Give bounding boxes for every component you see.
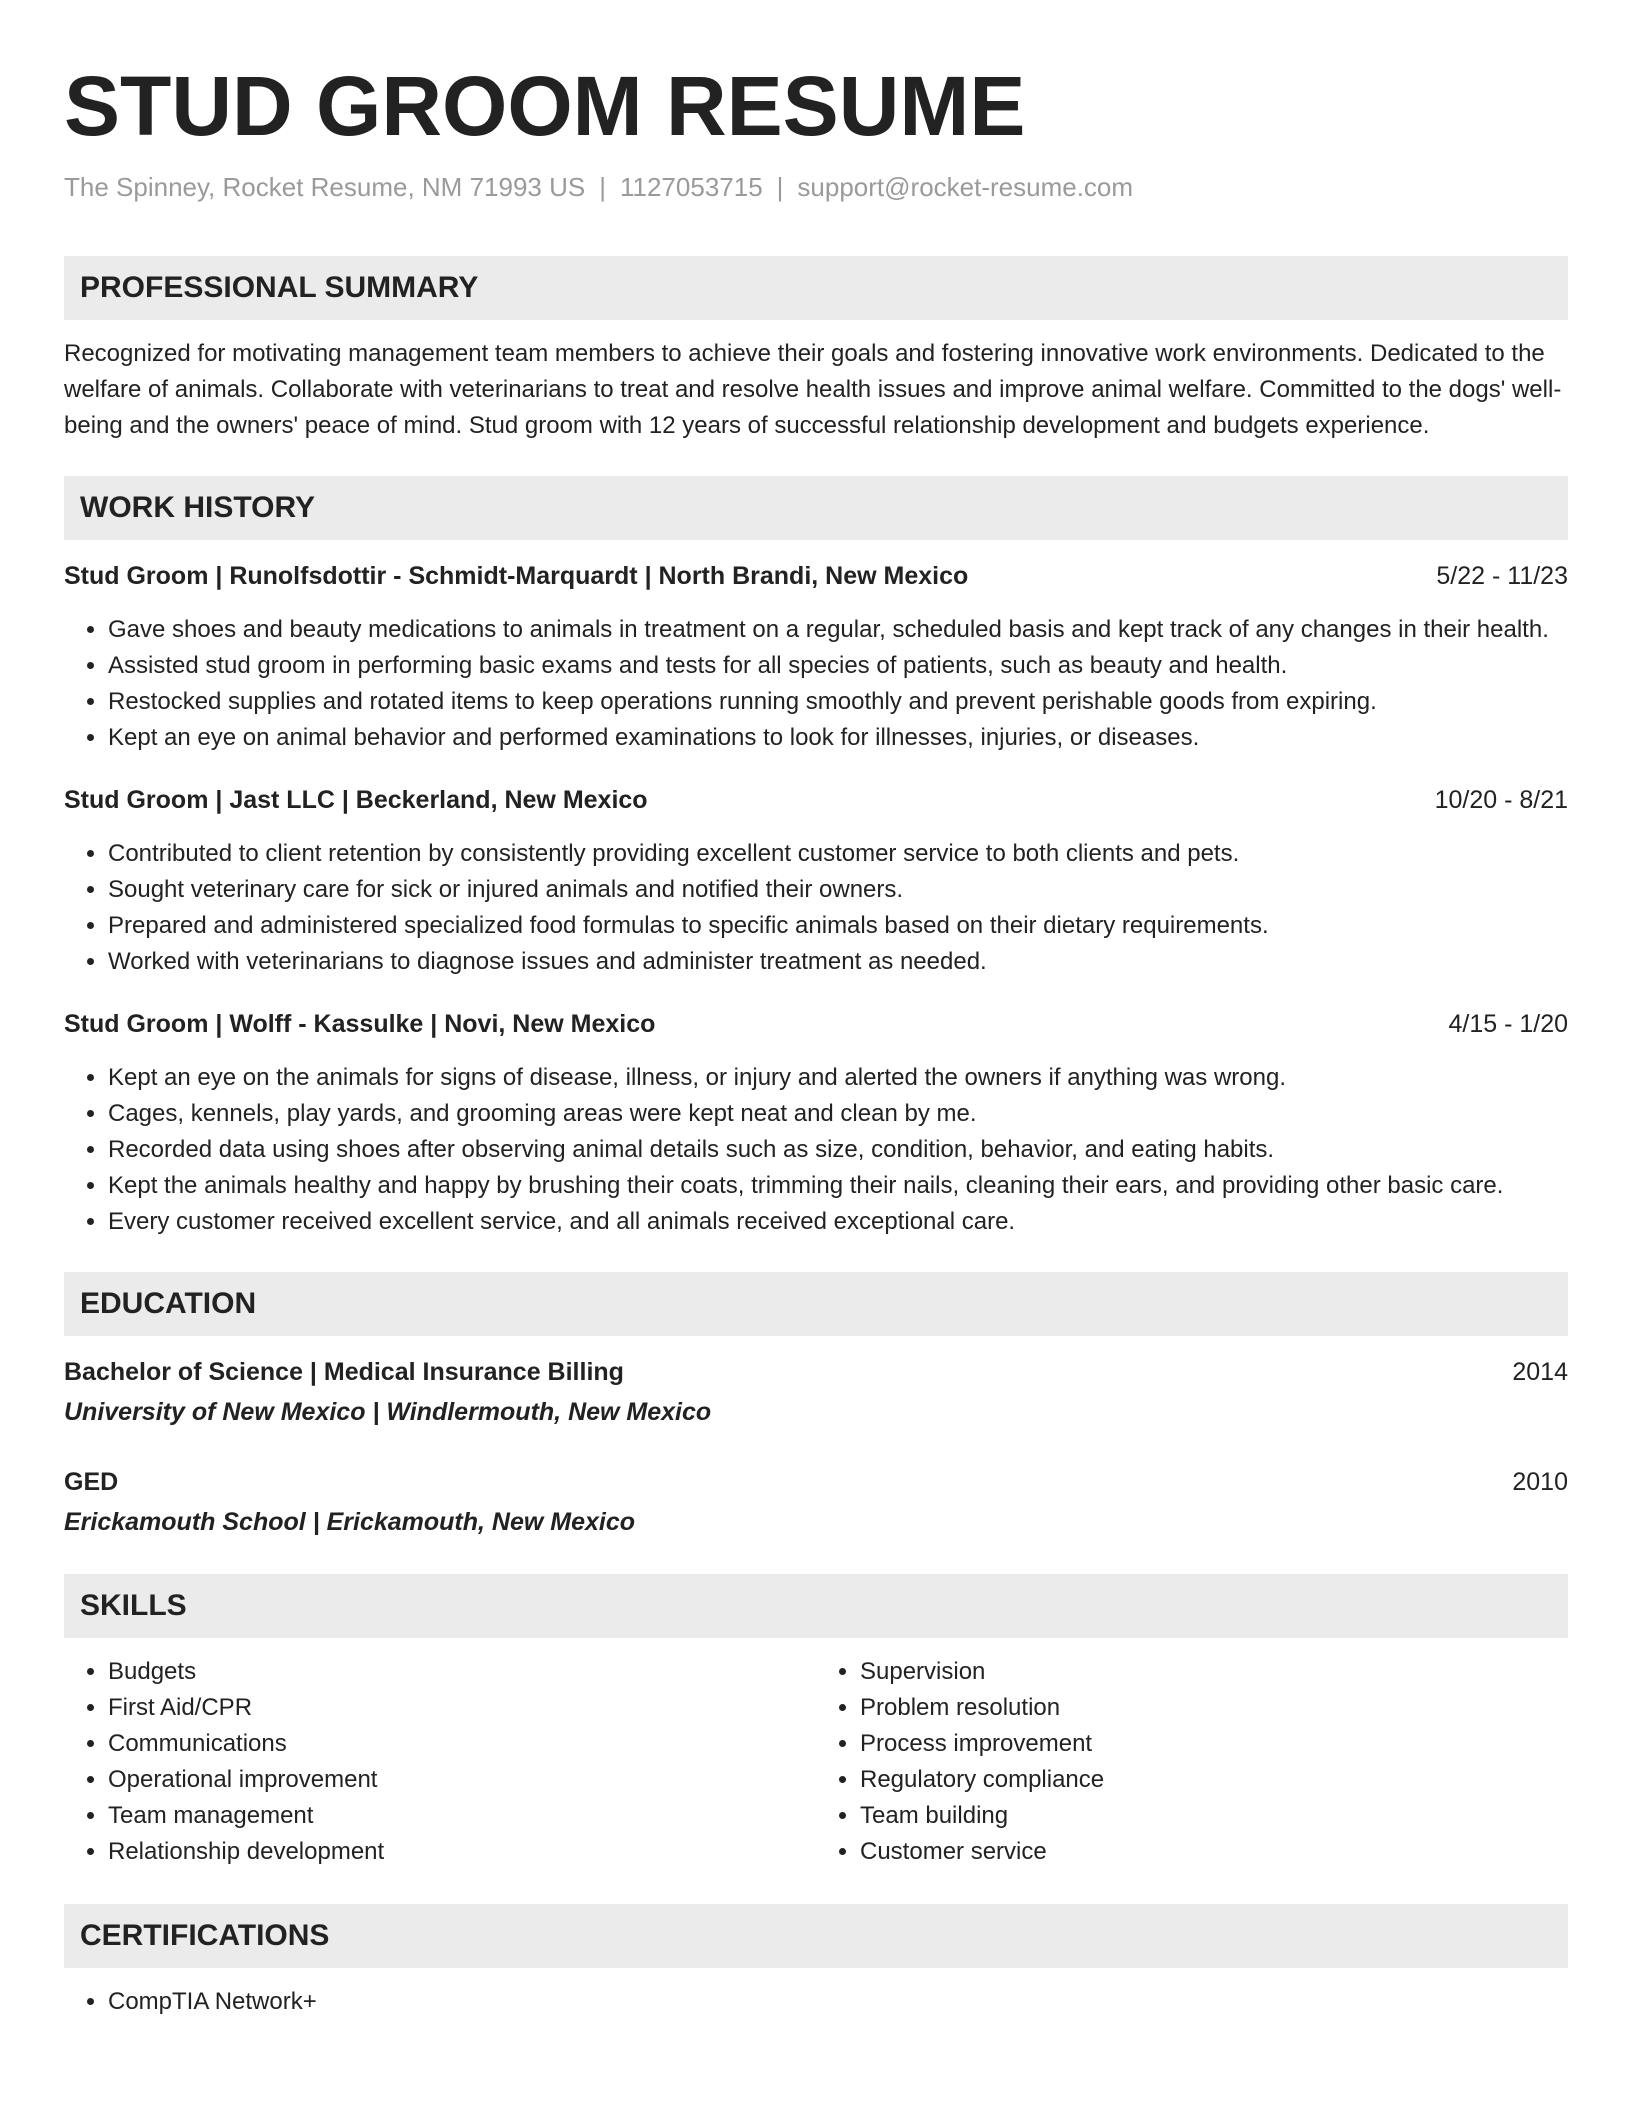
skill-item: • Team building: [860, 1798, 1568, 1834]
skill-item: • Operational improvement: [108, 1762, 816, 1798]
job-bullets: [64, 1060, 1568, 1240]
job-entry: [64, 782, 1568, 980]
summary-text: Recognized for motivating management team members to achieve their goals and fostering innovative work environments. Dedicated to the welfare of animals. Collaborate with veterinarians to treat and resolve health issues and improve animal welfare. Committed to the dogs' well-being and the owners' peace of mind. Stud groom with 12 years of successful relationship development and budgets experience.: [64, 340, 1562, 439]
job-bullet: • Kept the animals healthy and happy by brushing their coats, trimming their nails, cleaning their ears, and providing other basic care.: [108, 1168, 1568, 1204]
job-dates: 5/22 - 11/23: [1436, 562, 1568, 590]
job-bullet: • Contributed to client retention by consistently providing excellent customer service to both clients and pets.: [108, 836, 1568, 872]
education-header: [64, 1354, 1568, 1390]
job-bullet: • Every customer received excellent service, and all animals received exceptional care.: [108, 1204, 1568, 1240]
contact-line: [64, 170, 1568, 204]
education-year: 2014: [1512, 1358, 1568, 1386]
job-title: Stud Groom | Wolff - Kassulke | Novi, New Mexico: [64, 1010, 656, 1038]
job-bullet: • Restocked supplies and rotated items to keep operations running smoothly and prevent perishable goods from expiring.: [108, 684, 1568, 720]
resume-page: [64, 0, 1568, 2020]
section-heading-skills: SKILLS: [64, 1574, 1568, 1638]
job-entry: [64, 1006, 1568, 1240]
skill-item: • Process improvement: [860, 1726, 1568, 1762]
job-bullet: • Cages, kennels, play yards, and grooming areas were kept neat and clean by me.: [108, 1096, 1568, 1132]
contact-separator: |: [776, 172, 784, 202]
job-bullet: • Prepared and administered specialized food formulas to specific animals based on their dietary requirements.: [108, 908, 1568, 944]
skill-item: • Budgets: [108, 1654, 816, 1690]
education-header: [64, 1464, 1568, 1500]
contact-address: The Spinney, Rocket Resume, NM 71993 US: [64, 172, 586, 202]
certifications-list: [64, 1984, 1568, 2020]
job-header: [64, 782, 1568, 818]
job-entry: [64, 558, 1568, 756]
job-header: [64, 558, 1568, 594]
education-degree: Bachelor of Science | Medical Insurance Billing: [64, 1358, 624, 1386]
section-heading-certifications: CERTIFICATIONS: [64, 1904, 1568, 1968]
job-bullet: • Worked with veterinarians to diagnose issues and administer treatment as needed.: [108, 944, 1568, 980]
job-header: [64, 1006, 1568, 1042]
contact-separator: |: [599, 172, 606, 202]
job-dates: 4/15 - 1/20: [1448, 1010, 1568, 1038]
job-bullet: • Sought veterinary care for sick or injured animals and notified their owners.: [108, 872, 1568, 908]
skills-columns: [64, 1654, 1568, 1870]
job-bullet: • Kept an eye on animal behavior and performed examinations to look for illnesses, injuries, or diseases.: [108, 720, 1568, 756]
education-school: Erickamouth School | Erickamouth, New Mexico: [64, 1508, 636, 1536]
section-heading-summary: PROFESSIONAL SUMMARY: [64, 256, 1568, 320]
education-degree: GED: [64, 1468, 119, 1496]
skill-item: • First Aid/CPR: [108, 1690, 816, 1726]
skill-item: • Team management: [108, 1798, 816, 1834]
section-heading-work: WORK HISTORY: [64, 476, 1568, 540]
skill-item: • Regulatory compliance: [860, 1762, 1568, 1798]
job-bullet: • Assisted stud groom in performing basic exams and tests for all species of patients, such as beauty and health.: [108, 648, 1568, 684]
certification-item: • CompTIA Network+: [108, 1984, 1568, 2020]
job-dates: 10/20 - 8/21: [1434, 786, 1568, 814]
job-title: Stud Groom | Runolfsdottir - Schmidt-Marquardt | North Brandi, New Mexico: [64, 562, 969, 590]
job-bullet: • Kept an eye on the animals for signs of disease, illness, or injury and alerted the owners if anything was wrong.: [108, 1060, 1568, 1096]
education-entry: [64, 1354, 1568, 1430]
skill-item: • Relationship development: [108, 1834, 816, 1870]
job-bullet: • Gave shoes and beauty medications to animals in treatment on a regular, scheduled basis and kept track of any changes in their health.: [108, 612, 1568, 648]
education-school: University of New Mexico | Windlermouth, New Mexico: [64, 1398, 712, 1426]
section-heading-education: EDUCATION: [64, 1272, 1568, 1336]
contact-phone: 1127053715: [619, 172, 763, 202]
education-year: 2010: [1512, 1468, 1568, 1496]
skill-item: • Customer service: [860, 1834, 1568, 1870]
education-entry: [64, 1464, 1568, 1540]
job-bullets: [64, 612, 1568, 756]
skills-list-right: [816, 1654, 1568, 1870]
contact-email: support@rocket-resume.com: [797, 172, 1134, 202]
skill-item: • Communications: [108, 1726, 816, 1762]
skills-list-left: [64, 1654, 816, 1870]
resume-title: STUD GROOM RESUME: [64, 59, 1026, 153]
skill-item: • Problem resolution: [860, 1690, 1568, 1726]
job-title: Stud Groom | Jast LLC | Beckerland, New Mexico: [64, 786, 648, 814]
job-bullets: [64, 836, 1568, 980]
job-bullet: • Recorded data using shoes after observing animal details such as size, condition, behavior, and eating habits.: [108, 1132, 1568, 1168]
skill-item: • Supervision: [860, 1654, 1568, 1690]
